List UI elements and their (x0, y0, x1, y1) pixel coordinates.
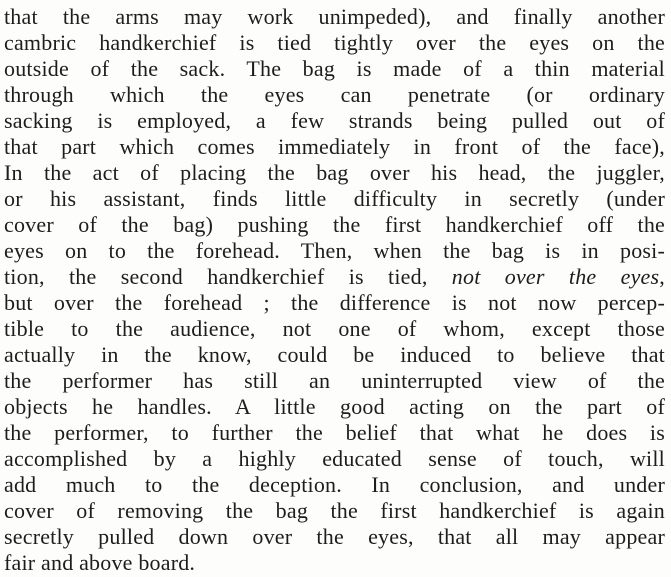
text-line (4, 30, 665, 56)
page-text (4, 4, 665, 576)
text-line (4, 368, 665, 394)
text-line (4, 524, 665, 550)
text-segment: tion, the second handkerchief is tied, (4, 264, 452, 289)
text-segment: fair and above board. (4, 550, 196, 575)
text-line (4, 342, 665, 368)
text-segment: that the arms may work unimpeded), and finally another (4, 4, 665, 29)
text-segment: , (659, 264, 665, 289)
text-segment: or his assistant, finds little difficulty in secretly (under (4, 186, 665, 211)
text-line (4, 446, 665, 472)
text-line (4, 316, 665, 342)
text-segment: accomplished by a highly educated sense of touch, will (4, 446, 665, 471)
text-line (4, 420, 665, 446)
text-segment: but over the forehead ; the difference is not now percep- (4, 290, 665, 315)
text-line (4, 4, 665, 30)
text-line (4, 238, 665, 264)
text-line (4, 160, 665, 186)
text-segment: the performer has still an uninterrupted view of the (4, 368, 665, 393)
text-segment: add much to the deception. In conclusion, and under (4, 472, 665, 497)
italic-phrase: not over the eyes (451, 264, 660, 289)
text-line (4, 56, 665, 82)
text-line (4, 264, 665, 290)
text-segment: through which the eyes can penetrate (or ordinary (4, 82, 665, 107)
text-segment: secretly pulled down over the eyes, that all may appear (4, 524, 665, 549)
text-segment: objects he handles. A little good acting on the part of (4, 394, 665, 419)
text-segment: tible to the audience, not one of whom, except those (4, 316, 665, 341)
text-segment: In the act of placing the bag over his head, the juggler, (4, 160, 665, 185)
text-segment: cambric handkerchief is tied tightly over the eyes on the (4, 30, 665, 55)
text-line (4, 550, 665, 576)
text-segment: the performer, to further the belief that what he does is (4, 420, 665, 445)
text-line (4, 186, 665, 212)
text-segment: eyes on to the forehead. Then, when the bag is in posi- (4, 238, 665, 263)
text-segment: actually in the know, could be induced to believe that (4, 342, 665, 367)
text-line (4, 290, 665, 316)
text-segment: outside of the sack. The bag is made of a thin material (4, 56, 665, 81)
text-line (4, 108, 665, 134)
text-line (4, 212, 665, 238)
text-line (4, 472, 665, 498)
text-line (4, 134, 665, 160)
text-line (4, 82, 665, 108)
text-line (4, 498, 665, 524)
text-segment: cover of the bag) pushing the first handkerchief off the (4, 212, 665, 237)
text-segment: sacking is employed, a few strands being pulled out of (4, 108, 665, 133)
text-line (4, 394, 665, 420)
text-segment: cover of removing the bag the first handkerchief is again (4, 498, 665, 523)
text-segment: that part which comes immediately in front of the face), (4, 134, 665, 159)
